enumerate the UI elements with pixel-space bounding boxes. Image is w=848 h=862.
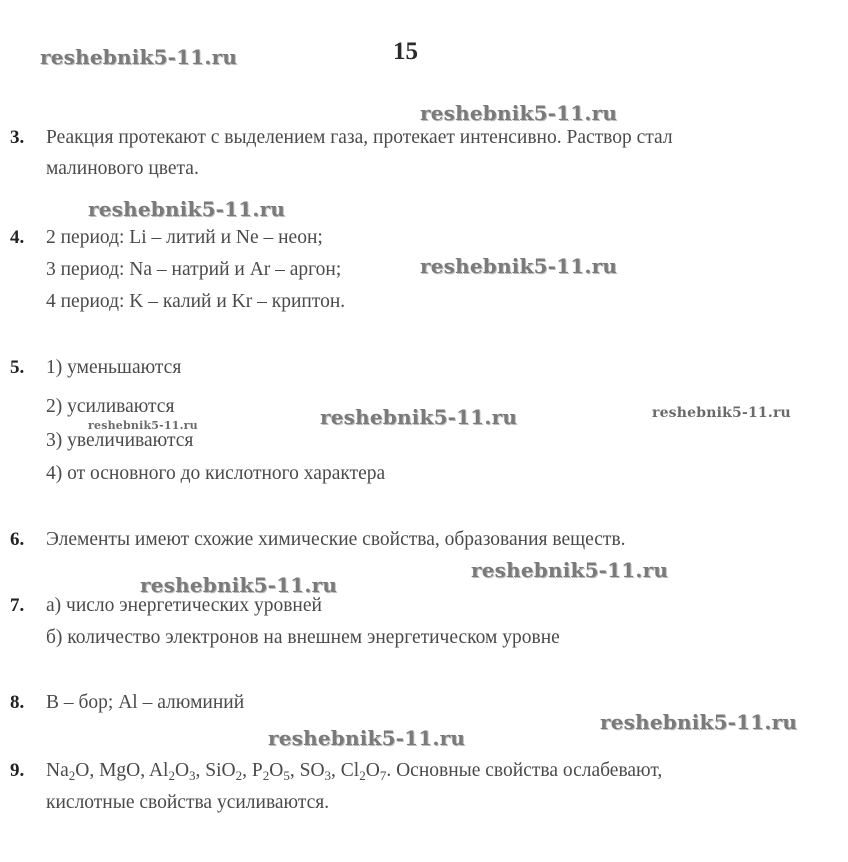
watermark: reshebnik5-11.ru <box>600 710 798 734</box>
answer-line: 1) уменьшаются <box>46 357 182 378</box>
answer-line: б) количество электронов на внешнем энергетическом уровне <box>46 627 560 648</box>
answer-line: 4) от основного до кислотного характера <box>46 463 386 484</box>
answer-line: малинового цвета. <box>46 158 199 179</box>
answer-line: 4 период: K – калий и Kr – криптон. <box>46 291 346 312</box>
watermark: reshebnik5-11.ru <box>652 405 791 421</box>
answer-line: Элементы имеют схожие химические свойства, образования веществ. <box>46 529 626 550</box>
watermark: reshebnik5-11.ru <box>471 558 669 582</box>
answer-line: а) число энергетических уровней <box>46 595 322 616</box>
answer-line: 3 период: Na – натрий и Ar – аргон; <box>46 259 342 280</box>
item-number: 7. <box>10 595 25 616</box>
watermark: reshebnik5-11.ru <box>320 405 518 429</box>
item-number: 3. <box>10 127 25 148</box>
answer-line: 3) увеличиваются <box>46 430 194 451</box>
answer-line: Реакция протекают с выделением газа, протекает интенсивно. Раствор стал <box>46 127 673 148</box>
watermark: reshebnik5-11.ru <box>88 419 198 432</box>
watermark: reshebnik5-11.ru <box>40 45 238 69</box>
item-number: 6. <box>10 529 25 550</box>
formula-line: $Na_2O$, MgO, $Al_2O_3$, SiO$_2$, $P_2O_5$, $SO_3$, $Cl_2O_7$. Основные свойства ослабевают, <box>46 760 663 783</box>
answer-line: B – бор; Al – алюминий <box>46 692 245 713</box>
watermark: reshebnik5-11.ru <box>140 573 338 597</box>
item-number: 5. <box>10 357 25 378</box>
item-number: 8. <box>10 692 25 713</box>
page-number: 15 <box>393 38 418 65</box>
watermark: reshebnik5-11.ru <box>420 254 618 278</box>
answer-line: 2) усиливаются <box>46 396 175 417</box>
item-number: 4. <box>10 227 25 248</box>
item-number: 9. <box>10 760 25 781</box>
watermark: reshebnik5-11.ru <box>268 726 466 750</box>
watermark: reshebnik5-11.ru <box>420 101 618 125</box>
watermark: reshebnik5-11.ru <box>88 197 286 221</box>
answer-line: кислотные свойства усиливаются. <box>46 792 330 813</box>
answer-line: 2 период: Li – литий и Ne – неон; <box>46 227 323 248</box>
